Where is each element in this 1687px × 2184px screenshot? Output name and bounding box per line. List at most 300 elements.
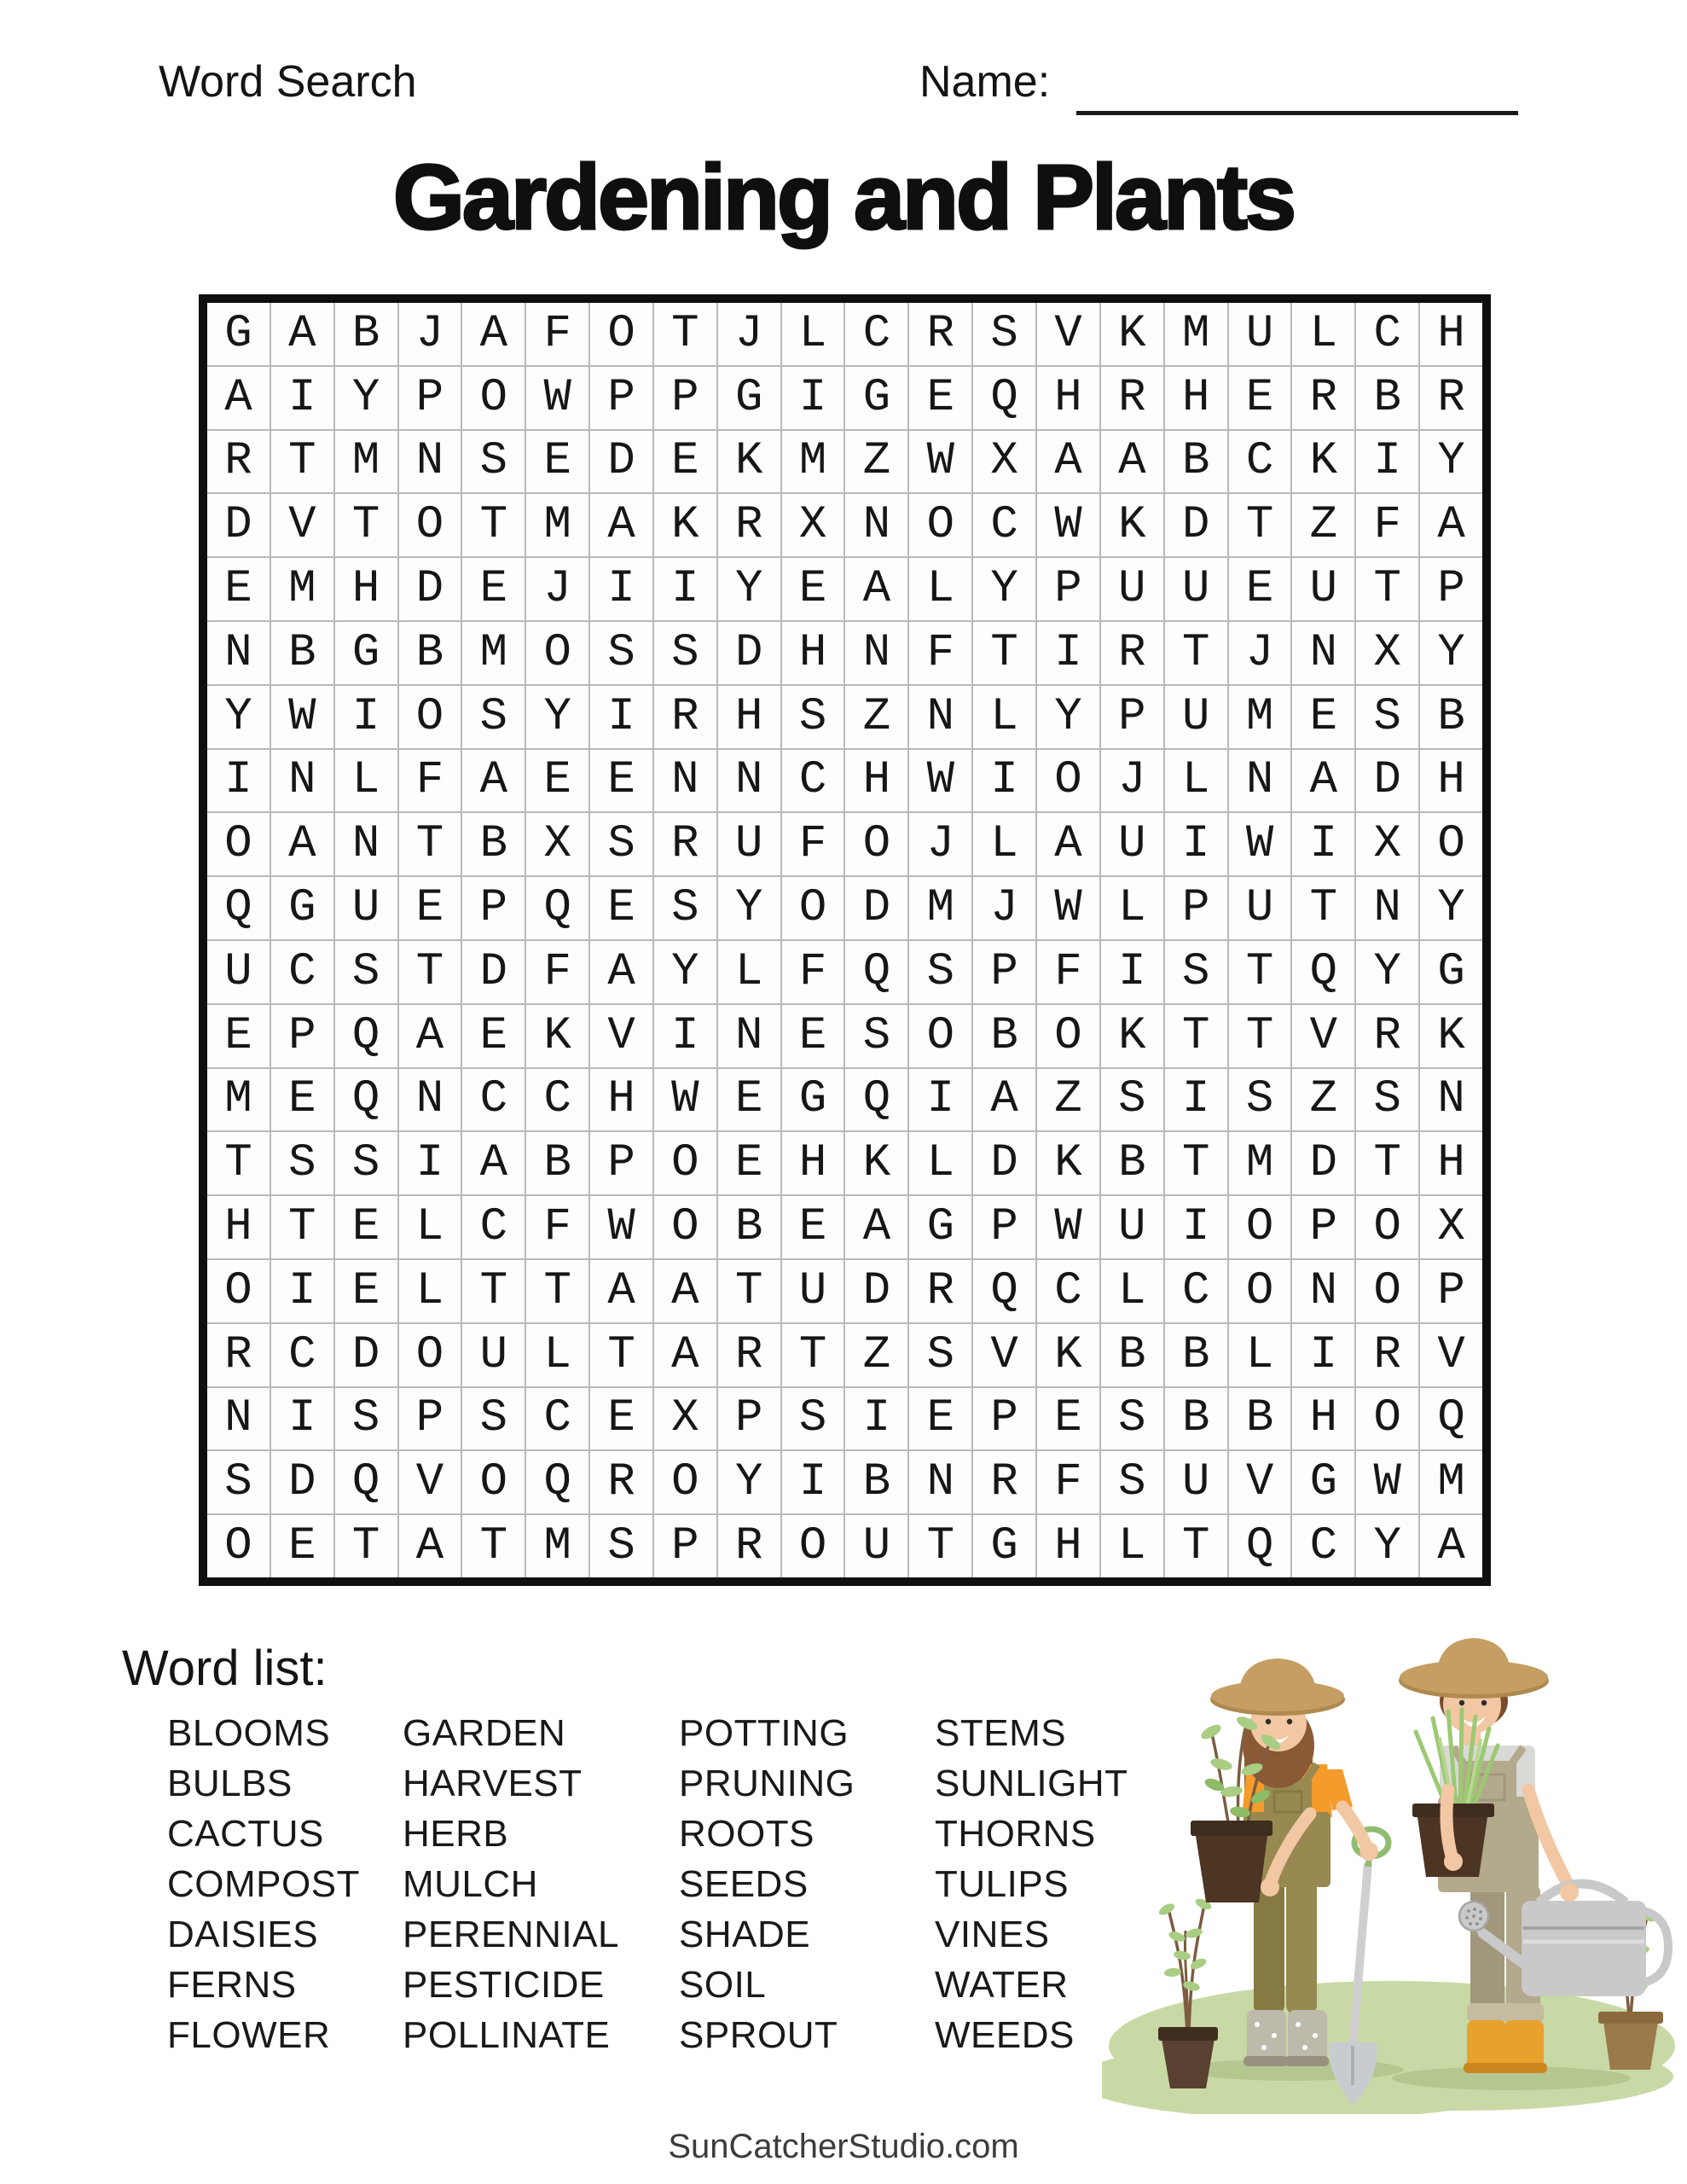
grid-cell: D [335,1324,397,1386]
grid-cell: Q [973,1260,1035,1322]
word-list-column [403,1708,619,2060]
grid-cell: O [526,622,588,684]
grid-cell: N [845,494,907,556]
word-list-item: PRUNING [679,1763,855,1804]
grid-cell: I [207,750,270,812]
grid-cell: O [399,1324,461,1386]
grid-cell: A [1101,431,1163,493]
grid-cell: Y [526,686,588,748]
grid-cell: S [782,686,844,748]
grid-cell: E [718,1132,780,1194]
grid-cell: D [845,1260,907,1322]
grid-cell: P [1420,558,1482,620]
word-list-item: HARVEST [403,1763,583,1804]
grid-cell: S [909,1324,971,1386]
grid-cell: P [1165,877,1227,939]
grid-cell: M [526,494,588,556]
grid-cell: W [271,686,333,748]
grid-cell: Y [1356,1515,1418,1577]
grid-cell: E [207,558,270,620]
grid-cell: T [1229,494,1291,556]
grid-cell: A [1292,750,1354,812]
grid-cell: G [909,1196,971,1258]
grid-cell: H [1037,1515,1099,1577]
grid-cell: O [1356,1388,1418,1450]
grid-cell: K [526,1005,588,1067]
grid-cell: K [845,1132,907,1194]
word-list-item: SPROUT [679,2014,838,2056]
grid-cell: D [1292,1132,1354,1194]
grid-cell: B [399,622,461,684]
grid-cell: E [654,431,716,493]
grid-cell: T [462,494,525,556]
grid-cell: V [973,1324,1035,1386]
grid-cell: B [335,303,397,365]
grid-cell: I [1037,622,1099,684]
grid-cell: S [973,303,1035,365]
grid-cell: Z [845,431,907,493]
word-list-item: MULCH [403,1863,538,1905]
grid-cell: L [399,1196,461,1258]
grid-cell: Y [1356,941,1418,1003]
grid-cell: O [782,1515,844,1577]
grid-cell: S [462,686,525,748]
word-list-item: DAISIES [167,1914,319,1955]
word-list-item: WATER [935,1964,1069,2006]
word-list-item: STEMS [935,1712,1067,1754]
grid-cell: O [207,1515,270,1577]
grid-cell: M [271,558,333,620]
grid-cell: R [207,431,270,493]
word-list-item: FLOWER [167,2014,331,2056]
grid-cell: U [845,1515,907,1577]
grid-cell: Z [845,1324,907,1386]
grid-cell: T [335,1515,397,1577]
word-list-item: FERNS [167,1964,297,2006]
grid-cell: F [782,813,844,875]
grid-cell: C [1037,1260,1099,1322]
grid-cell: B [1165,431,1227,493]
grid-cell: S [335,1132,397,1194]
word-list-column [935,1708,1128,2060]
word-list-columns [167,1708,1191,2066]
grid-cell: K [1101,494,1163,556]
grid-cell: I [335,686,397,748]
grid-cell: P [462,877,525,939]
grid-cell: C [1229,431,1291,493]
grid-cell: P [973,941,1035,1003]
grid-cell: K [1420,1005,1482,1067]
grid-cell: S [845,1005,907,1067]
grid-cell: A [1037,431,1099,493]
grid-cell: S [654,622,716,684]
grid-cell: K [1292,431,1354,493]
puzzle-title: Gardening and Plants [392,145,1295,248]
grid-cell: X [1420,1196,1482,1258]
grid-cell: A [399,1005,461,1067]
grid-cell: C [973,494,1035,556]
grid-cell: O [1420,813,1482,875]
grid-cell: Q [207,877,270,939]
grid-cell: E [909,367,971,429]
word-list-item: SOIL [679,1964,767,2006]
grid-cell: D [462,941,525,1003]
grid-cell: C [1292,1515,1354,1577]
grid-cell: E [909,1388,971,1450]
grid-cell: R [207,1324,270,1386]
grid-cell: G [271,877,333,939]
grid-cell: H [1037,367,1099,429]
grid-cell: L [909,1132,971,1194]
grid-cell: O [207,813,270,875]
grid-cell: X [526,813,588,875]
grid-cell: E [1229,367,1291,429]
grid-cell: M [1165,303,1227,365]
grid-cell: J [909,813,971,875]
grid-cell: M [462,622,525,684]
grid-cell: R [1420,367,1482,429]
grid-cell: E [526,750,588,812]
grid-cell: U [1229,877,1291,939]
word-list-item: SUNLIGHT [935,1763,1128,1804]
grid-cell: T [1165,1515,1227,1577]
grid-cell: A [399,1515,461,1577]
grid-cell: P [973,1196,1035,1258]
grid-cell: L [1101,1260,1163,1322]
grid-cell: E [1037,1388,1099,1450]
grid-cell: O [909,1005,971,1067]
grid-cell: X [1356,813,1418,875]
grid-cell: L [1101,1515,1163,1577]
grid-cell: O [1229,1260,1291,1322]
grid-cell: U [1165,1451,1227,1513]
grid-cell: Y [1420,877,1482,939]
puzzle-grid [199,294,1491,1586]
grid-cell: E [271,1069,333,1131]
grid-cell: A [271,303,333,365]
grid-cell: S [207,1451,270,1513]
grid-cell: R [1292,367,1354,429]
word-list-item: VINES [935,1914,1050,1955]
word-list-item: GARDEN [403,1712,566,1754]
word-list-item: HERB [403,1813,509,1855]
grid-cell: R [1101,622,1163,684]
grid-cell: I [782,1451,844,1513]
grid-cell: O [845,813,907,875]
grid-cell: P [399,367,461,429]
grid-cell: Q [335,1069,397,1131]
grid-cell: I [1101,941,1163,1003]
grid-cell: U [1165,686,1227,748]
grid-cell: U [462,1324,525,1386]
grid-cell: A [590,941,652,1003]
grid-cell: Z [1292,494,1354,556]
grid-cell: R [909,303,971,365]
grid-cell: E [462,558,525,620]
grid-cell: C [845,303,907,365]
grid-cell: F [526,303,588,365]
grid-cell: T [462,1260,525,1322]
grid-cell: R [1356,1324,1418,1386]
grid-cell: S [271,1132,333,1194]
grid-cell: H [718,686,780,748]
grid-cell: G [973,1515,1035,1577]
grid-cell: G [782,1069,844,1131]
grid-cell: S [1101,1388,1163,1450]
grid-cell: S [782,1388,844,1450]
grid-cell: S [1101,1069,1163,1131]
grid-cell: O [590,303,652,365]
word-list-item: BULBS [167,1763,293,1804]
grid-cell: N [1292,1260,1354,1322]
grid-cell: W [909,750,971,812]
grid-cell: Y [973,558,1035,620]
grid-cell: Y [718,558,780,620]
grid-cell: F [1356,494,1418,556]
grid-cell: G [335,622,397,684]
grid-cell: D [845,877,907,939]
grid-cell: A [1420,494,1482,556]
grid-cell: A [462,303,525,365]
grid-cell: I [399,1132,461,1194]
grid-cell: N [1229,750,1291,812]
grid-cell: T [335,494,397,556]
grid-cell: U [1165,558,1227,620]
grid-cell: O [1356,1260,1418,1322]
grid-cell: W [1037,877,1099,939]
grid-cell: E [590,750,652,812]
grid-cell: F [399,750,461,812]
grid-cell: L [335,750,397,812]
grid-cell: L [399,1260,461,1322]
grid-cell: R [973,1451,1035,1513]
grid-cell: X [973,431,1035,493]
grid-cell: U [1229,303,1291,365]
grid-cell: Q [845,1069,907,1131]
grid-cell: S [590,622,652,684]
grid-cell: P [973,1388,1035,1450]
grid-cell: U [718,813,780,875]
grid-cell: R [718,1324,780,1386]
grid-cell: A [845,558,907,620]
grid-cell: O [1037,750,1099,812]
grid-cell: C [782,750,844,812]
grid-cell: E [1229,558,1291,620]
grid-cell: E [207,1005,270,1067]
grid-cell: T [1356,558,1418,620]
grid-cell: L [1229,1324,1291,1386]
grid-cell: G [718,367,780,429]
grid-cell: T [1165,622,1227,684]
grid-cell: S [590,1515,652,1577]
grid-cell: N [718,750,780,812]
grid-cell: T [590,1324,652,1386]
grid-cell: U [335,877,397,939]
grid-cell: K [1037,1324,1099,1386]
grid-cell: E [271,1515,333,1577]
grid-cell: W [1229,813,1291,875]
grid-cell: B [1420,686,1482,748]
name-label: Name: [919,57,1051,107]
grid-cell: C [1165,1260,1227,1322]
grid-cell: I [654,558,716,620]
grid-cell: T [654,303,716,365]
grid-cell: S [654,877,716,939]
grid-cell: O [207,1260,270,1322]
grid-cell: S [1356,1069,1418,1131]
grid-cell: E [782,1196,844,1258]
grid-cell: D [1356,750,1418,812]
grid-cell: N [718,1005,780,1067]
grid-cell: I [590,558,652,620]
grid-cell: J [1229,622,1291,684]
grid-cell: K [1101,303,1163,365]
grid-cell: G [845,367,907,429]
grid-cell: W [1037,1196,1099,1258]
grid-cell: U [1101,558,1163,620]
gardeners-illustration [1102,1602,1687,2114]
grid-cell: J [718,303,780,365]
grid-cell: J [526,558,588,620]
grid-cell: A [1420,1515,1482,1577]
grid-cell: C [271,941,333,1003]
word-list-column [679,1708,855,2060]
grid-cell: Z [1037,1069,1099,1131]
grid-cell: N [207,1388,270,1450]
grid-cell: F [1037,1451,1099,1513]
grid-cell: V [590,1005,652,1067]
grid-cell: T [207,1132,270,1194]
word-list-item: THORNS [935,1813,1096,1855]
word-list-heading: Word list: [122,1641,328,1696]
grid-cell: C [462,1196,525,1258]
grid-cell: T [271,1196,333,1258]
grid-cell: H [590,1069,652,1131]
grid-cell: C [526,1388,588,1450]
grid-cell: Y [1420,431,1482,493]
grid-cell: V [271,494,333,556]
grid-cell: I [1165,1196,1227,1258]
grid-cell: E [718,1069,780,1131]
grid-cell: A [462,750,525,812]
grid-cell: X [782,494,844,556]
grid-cell: Q [845,941,907,1003]
grid-cell: N [207,622,270,684]
grid-cell: T [1292,877,1354,939]
grid-cell: I [1356,431,1418,493]
grid-cell: O [909,494,971,556]
grid-cell: Q [1229,1515,1291,1577]
grid-cell: E [590,1388,652,1450]
grid-cell: Q [1292,941,1354,1003]
grid-cell: Q [526,877,588,939]
grid-cell: P [590,367,652,429]
grid-cell: E [462,1005,525,1067]
grid-cell: D [718,622,780,684]
grid-cell: N [909,1451,971,1513]
grid-cell: P [654,367,716,429]
grid-cell: B [1101,1324,1163,1386]
grid-cell: B [526,1132,588,1194]
grid-cell: Y [718,1451,780,1513]
grid-cell: L [909,558,971,620]
word-list-item: POLLINATE [403,2014,611,2056]
grid-cell: T [399,813,461,875]
site-credit: SunCatcherStudio.com [668,2128,1019,2165]
grid-cell: T [399,941,461,1003]
grid-cell: M [1229,686,1291,748]
grid-cell: O [1229,1196,1291,1258]
grid-cell: L [1292,303,1354,365]
grid-cell: D [973,1132,1035,1194]
word-list-item: SHADE [679,1914,811,1955]
word-list-item: WEEDS [935,2014,1075,2056]
grid-cell: T [782,1324,844,1386]
grid-cell: B [1165,1324,1227,1386]
word-list-item: ROOTS [679,1813,815,1855]
grid-cell: H [1420,750,1482,812]
grid-cell: E [1292,686,1354,748]
grid-cell: N [271,750,333,812]
word-list-item: PESTICIDE [403,1964,605,2006]
grid-cell: C [462,1069,525,1131]
grid-cell: G [1420,941,1482,1003]
grid-cell: M [1420,1451,1482,1513]
grid-cell: N [1356,877,1418,939]
grid-cell: N [399,431,461,493]
grid-cell: Q [526,1451,588,1513]
grid-cell: M [1229,1132,1291,1194]
grid-cell: F [909,622,971,684]
grid-cell: O [654,1451,716,1513]
grid-cell: S [1165,941,1227,1003]
grid-cell: M [207,1069,270,1131]
grid-cell: Z [845,686,907,748]
grid-cell: P [654,1515,716,1577]
grid-cell: F [526,941,588,1003]
grid-cell: D [399,558,461,620]
word-list-item: PERENNIAL [403,1914,619,1955]
grid-cell: S [1229,1069,1291,1131]
grid-cell: V [1229,1451,1291,1513]
grid-cell: E [335,1260,397,1322]
grid-cell: Y [654,941,716,1003]
grid-cell: C [526,1069,588,1131]
word-list-column [167,1708,360,2060]
grid-cell: T [526,1260,588,1322]
grid-cell: B [845,1451,907,1513]
grid-cell: F [526,1196,588,1258]
grid-cell: Y [1420,622,1482,684]
grid-cell: R [654,813,716,875]
grid-cell: Q [335,1005,397,1067]
word-list-item: BLOOMS [167,1712,331,1754]
grid-cell: J [973,877,1035,939]
grid-cell: D [590,431,652,493]
grid-cell: E [399,877,461,939]
grid-cell: I [845,1388,907,1450]
grid-cell: B [271,622,333,684]
grid-cell: A [845,1196,907,1258]
grid-cell: O [654,1196,716,1258]
grid-cell: H [1292,1388,1354,1450]
grid-cell: X [654,1388,716,1450]
grid-cell: Y [1037,686,1099,748]
grid-cell: B [718,1196,780,1258]
grid-cell: G [1292,1451,1354,1513]
grid-cell: T [1229,941,1291,1003]
grid-cell: Q [1420,1388,1482,1450]
